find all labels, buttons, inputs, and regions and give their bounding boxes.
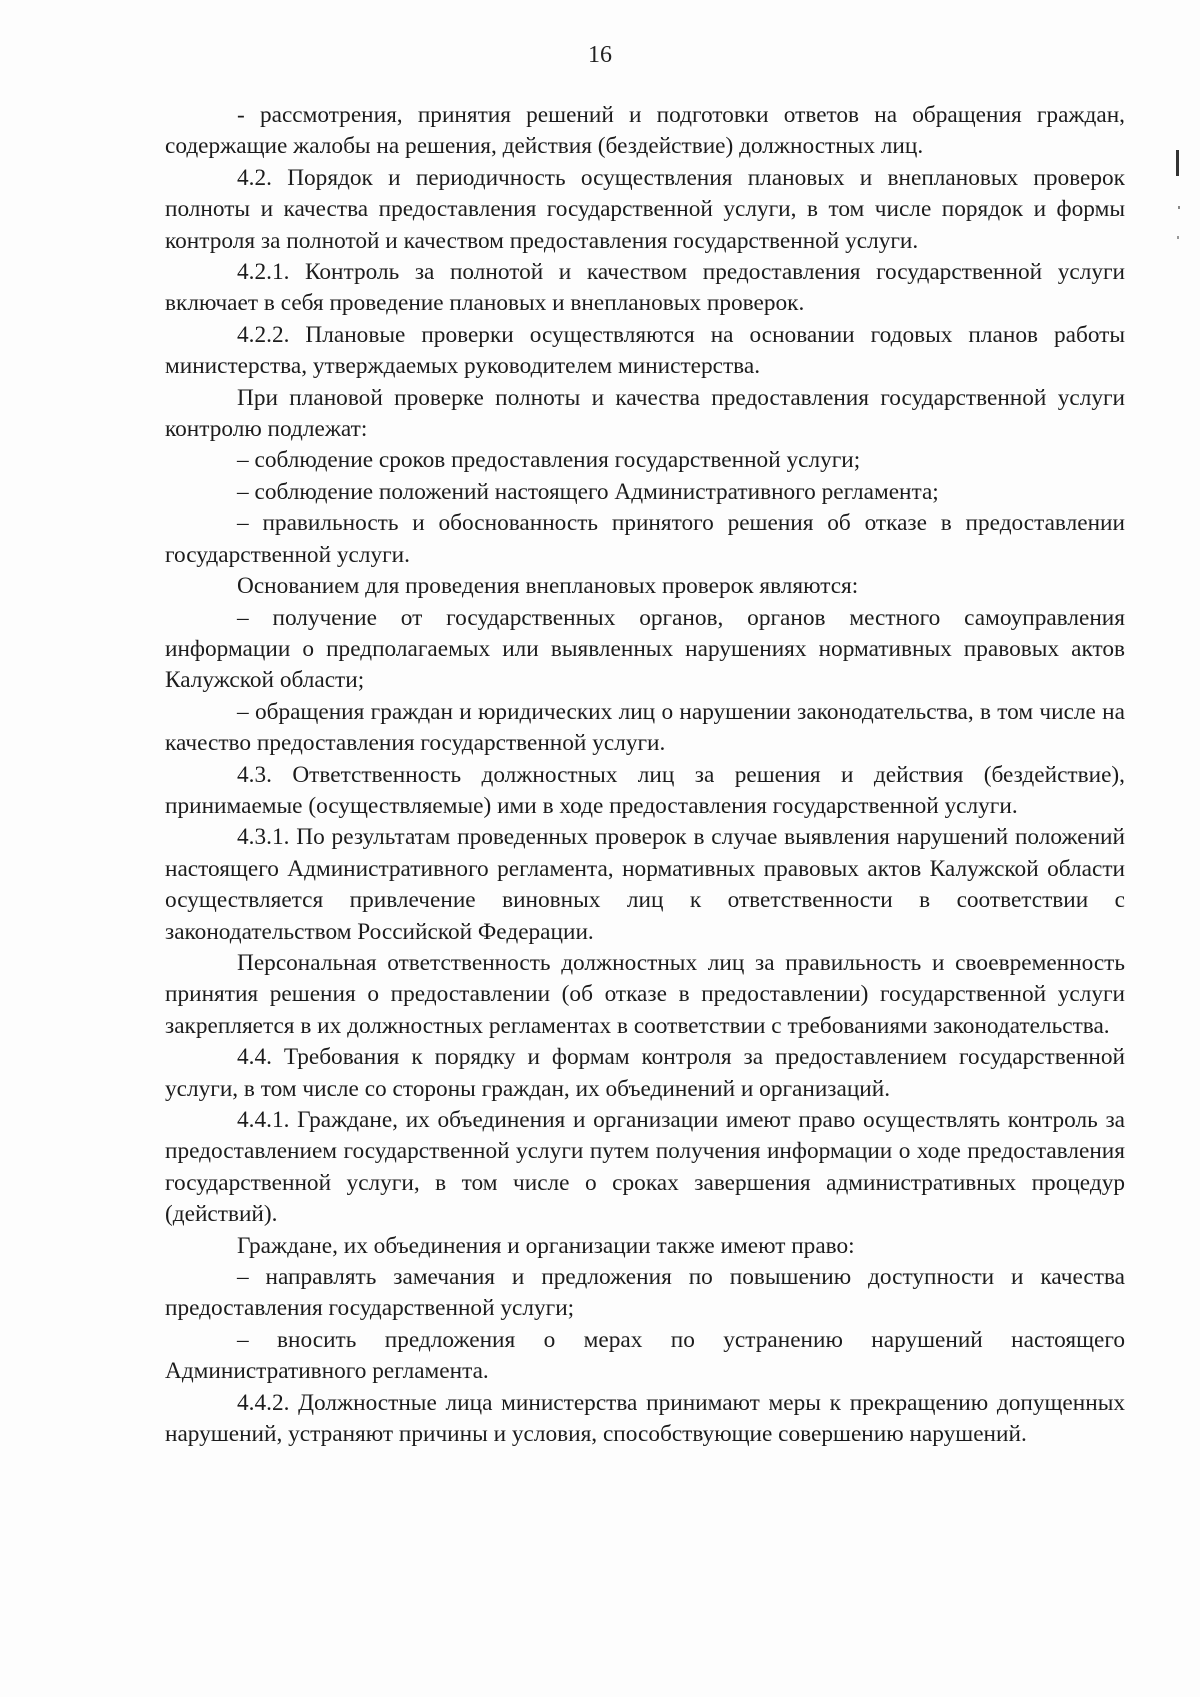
scan-artifact-mark	[1176, 150, 1179, 176]
list-item: – направлять замечания и предложения по повышению доступности и качества предоставления государственной услуги;	[165, 1264, 1125, 1322]
paragraph: Персональная ответственность должностных лиц за правильность и своевременность принятия решения о предоставлении (об отказе в предоставлении) государственной услуги закрепляется в их должностных регламентах в соответствии с требованиями законодательства.	[165, 949, 1125, 1039]
paragraph: 4.3.1. По результатам проведенных проверок в случае выявления нарушений положений настоящего Административного регламента, нормативных правовых актов Калужской области осуществляется привлечение виновных лиц к ответственности в соответствии с законодательством Российской Федерации.	[165, 824, 1125, 945]
paragraph: 4.2.1. Контроль за полнотой и качеством предоставления государственной услуги включает в себя проведение плановых и внеплановых проверок.	[165, 259, 1125, 317]
paragraph: 4.4.1. Граждане, их объединения и организации имеют право осуществлять контроль за предоставлением государственной услуги путем получения информации о ходе предоставления государственной услуги, в том числе о сроках завершения административных процедур (действий).	[165, 1107, 1125, 1228]
paragraph: 4.2. Порядок и периодичность осуществления плановых и внеплановых проверок полноты и качества предоставления государственной услуги, в том числе порядок и формы контроля за полнотой и качеством предоставления государственной услуги.	[165, 164, 1125, 254]
paragraph: 4.4.2. Должностные лица министерства принимают меры к прекращению допущенных нарушений, устраняют причины и условия, способствующие совершению нарушений.	[165, 1389, 1125, 1448]
paragraph: 4.2.2. Плановые проверки осуществляются на основании годовых планов работы министерства, утверждаемых руководителем министерства.	[165, 321, 1125, 380]
paragraph: Основанием для проведения внеплановых проверок являются:	[237, 573, 859, 600]
scan-artifact-dot	[1178, 206, 1180, 209]
list-item: – соблюдение сроков предоставления государственной услуги;	[237, 447, 861, 474]
list-item: – правильность и обоснованность принятого решения об отказе в предоставлении государственной услуги.	[165, 510, 1125, 568]
list-item: – вносить предложения о мерах по устранению нарушений настоящего Административного регламента.	[165, 1326, 1125, 1385]
list-item: – соблюдение положений настоящего Административного регламента;	[237, 478, 939, 505]
paragraph: - рассмотрения, принятия решений и подготовки ответов на обращения граждан, содержащие жалобы на решения, действия (бездействие) должностных лиц.	[165, 102, 1125, 160]
paragraph: Граждане, их объединения и организации также имеют право:	[237, 1232, 855, 1259]
scan-artifact-dot	[1177, 236, 1179, 239]
paragraph: 4.3. Ответственность должностных лиц за решения и действия (бездействие), принимаемые (осуществляемые) ими в ходе предоставления государственной услуги.	[165, 761, 1125, 819]
paragraph: 4.4. Требования к порядку и формам контроля за предоставлением государственной услуги, в том числе со стороны граждан, их объединений и организаций.	[165, 1044, 1125, 1102]
document-body	[165, 100, 1125, 1450]
paragraph: При плановой проверке полноты и качества предоставления государственной услуги контролю подлежат:	[165, 384, 1125, 443]
page-number: 16	[588, 42, 612, 68]
list-item: – получение от государственных органов, органов местного самоуправления информации о предполагаемых или выявленных нарушениях нормативных правовых актов Калужской области;	[165, 604, 1125, 694]
list-item: – обращения граждан и юридических лиц о нарушении законодательства, в том числе на качество предоставления государственной услуги.	[165, 698, 1125, 757]
